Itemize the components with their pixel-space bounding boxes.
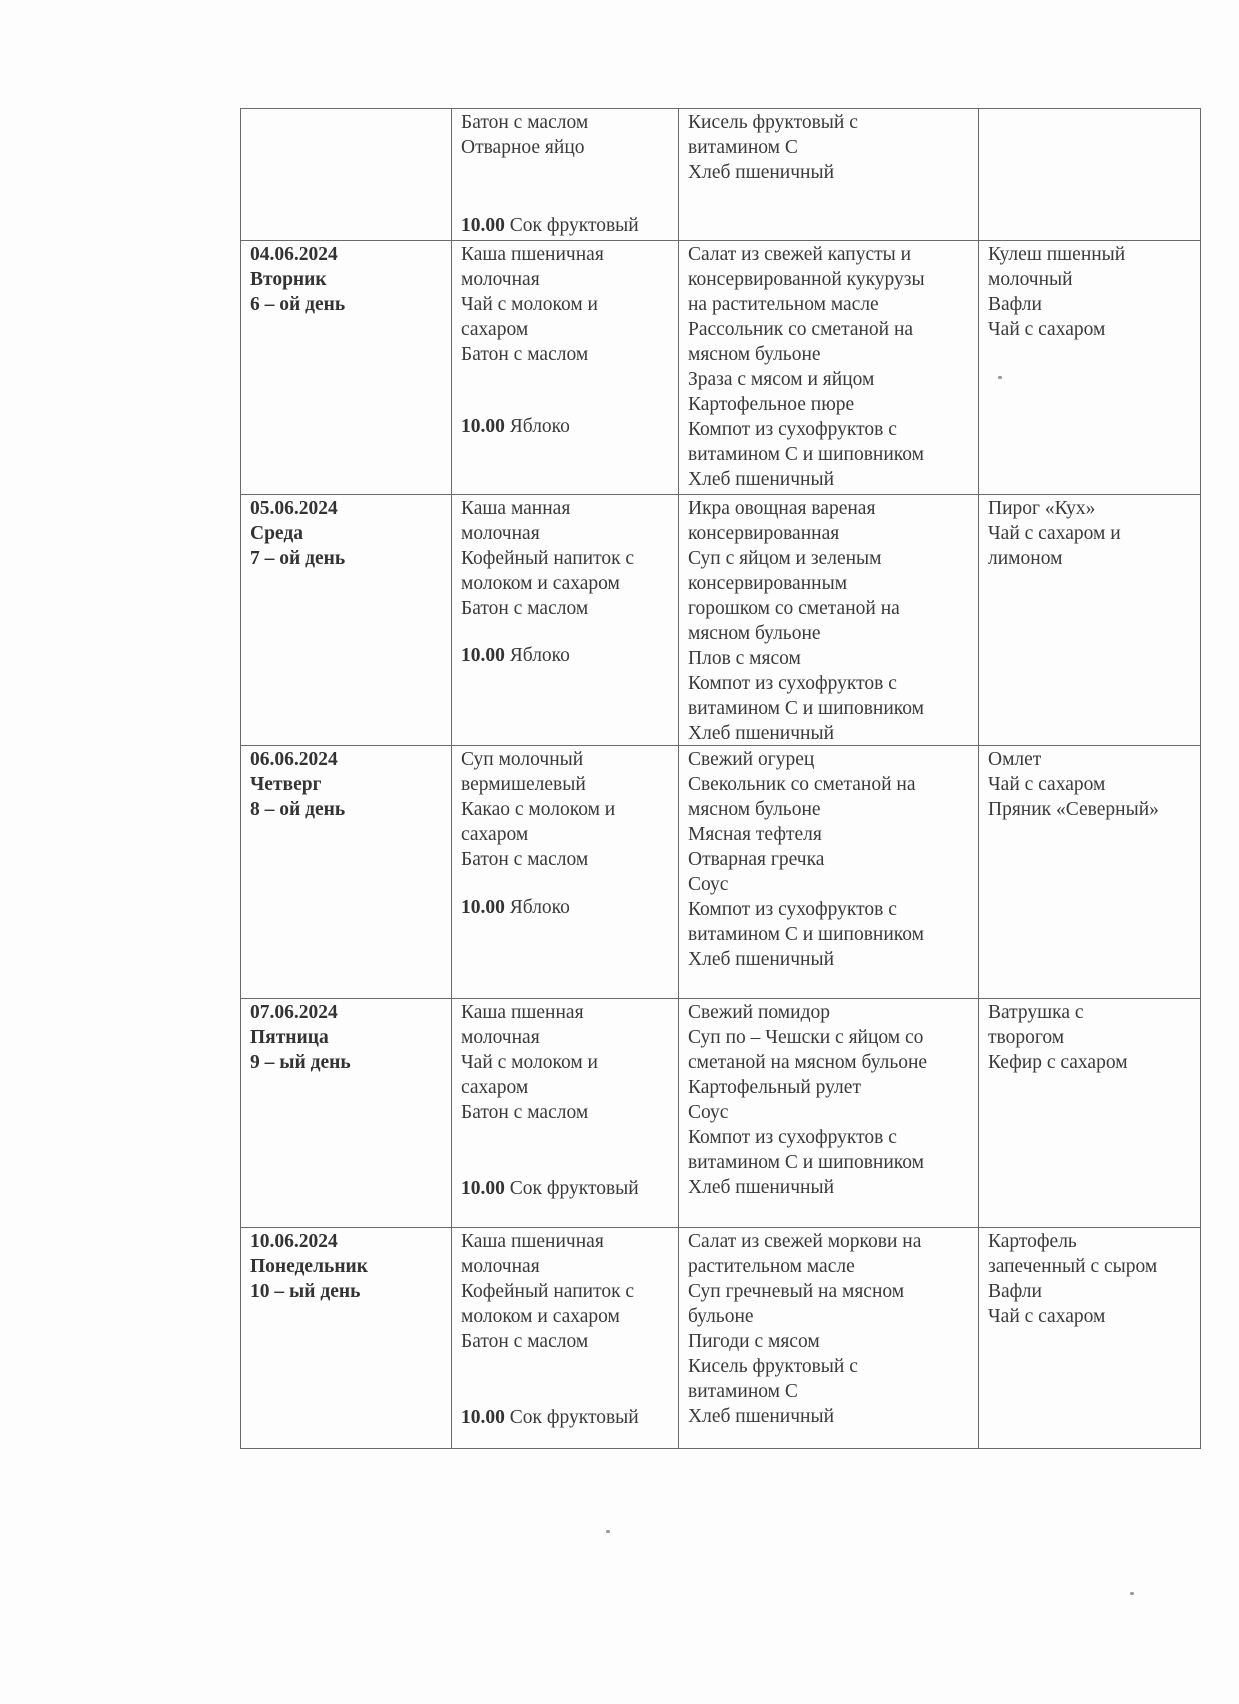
day-cell xyxy=(240,1227,451,1449)
breakfast-item: Батон с маслом xyxy=(461,1102,589,1123)
dinner-cell xyxy=(978,494,1201,745)
scan-speck xyxy=(1130,1592,1134,1595)
lunch-item: Суп гречневый на мясном xyxy=(688,1281,905,1302)
snack-name: Яблоко xyxy=(509,645,570,666)
breakfast-item: молоком и сахаром xyxy=(461,573,620,594)
lunch-item: консервированная xyxy=(688,523,840,544)
day-weekday: Вторник xyxy=(250,269,327,290)
day-weekday: Среда xyxy=(250,523,303,544)
dinner-item: Чай с сахаром xyxy=(988,1306,1106,1327)
lunch-item: Плов с мясом xyxy=(688,648,801,669)
dinner-cell xyxy=(978,1227,1201,1449)
day-date: 06.06.2024 xyxy=(250,749,338,770)
lunch-item: Компот из сухофруктов с xyxy=(688,673,897,694)
snack-item xyxy=(461,414,570,439)
lunch-item: Свекольник со сметаной на xyxy=(688,774,916,795)
lunch-item: Компот из сухофруктов с xyxy=(688,899,897,920)
lunch-item: Пигоди с мясом xyxy=(688,1331,820,1352)
dinner-item: молочный xyxy=(988,269,1073,290)
breakfast-item: молочная xyxy=(461,269,540,290)
lunch-cell xyxy=(678,108,978,240)
snack-item xyxy=(461,213,639,238)
dinner-item: Чай с сахаром xyxy=(988,774,1106,795)
lunch-item: витамином С и шиповником xyxy=(688,444,924,465)
lunch-cell xyxy=(678,1227,978,1449)
breakfast-cell xyxy=(451,745,678,998)
lunch-item: Картофельное пюре xyxy=(688,394,855,415)
breakfast-cell xyxy=(451,108,678,240)
lunch-item: Соус xyxy=(688,1102,729,1123)
day-date: 05.06.2024 xyxy=(250,498,338,519)
breakfast-item: Чай с молоком и xyxy=(461,1052,598,1073)
day-weekday: Четверг xyxy=(250,774,322,795)
lunch-item: горошком со сметаной на xyxy=(688,598,900,619)
lunch-item: Рассольник со сметаной на xyxy=(688,319,914,340)
lunch-item: Компот из сухофруктов с xyxy=(688,419,897,440)
snack-name: Яблоко xyxy=(509,416,570,437)
dinner-item: Омлет xyxy=(988,749,1042,770)
dinner-item: Картофель xyxy=(988,1231,1077,1252)
lunch-item: сметаной на мясном бульоне xyxy=(688,1052,928,1073)
day-date: 04.06.2024 xyxy=(250,244,338,265)
day-weekday: Понедельник xyxy=(250,1256,369,1277)
menu-table xyxy=(240,108,1201,1449)
day-number: 10 – ый день xyxy=(250,1281,361,1302)
lunch-item: витамином С xyxy=(688,1381,798,1402)
snack-item xyxy=(461,1176,639,1201)
dinner-item: Пирог «Кух» xyxy=(988,498,1096,519)
breakfast-cell xyxy=(451,1227,678,1449)
lunch-item: Салат из свежей капусты и xyxy=(688,244,912,265)
dinner-item: Вафли xyxy=(988,294,1042,315)
breakfast-item: Батон с маслом xyxy=(461,598,589,619)
day-cell xyxy=(240,108,451,240)
breakfast-item: Отварное яйцо xyxy=(461,137,585,158)
lunch-item: витамином С и шиповником xyxy=(688,1152,924,1173)
breakfast-item: Суп молочный xyxy=(461,749,584,770)
breakfast-item: Батон с маслом xyxy=(461,849,589,870)
lunch-item: Хлеб пшеничный xyxy=(688,949,835,970)
breakfast-item: Каша пшеничная xyxy=(461,1231,604,1252)
lunch-item: Кисель фруктовый с xyxy=(688,1356,858,1377)
lunch-item: консервированным xyxy=(688,573,848,594)
lunch-item: на растительном масле xyxy=(688,294,879,315)
lunch-item: витамином С и шиповником xyxy=(688,698,924,719)
dinner-item: Кулеш пшенный xyxy=(988,244,1126,265)
breakfast-cell xyxy=(451,494,678,745)
dinner-item: Чай с сахаром и xyxy=(988,523,1121,544)
breakfast-item: вермишелевый xyxy=(461,774,586,795)
lunch-item: Хлеб пшеничный xyxy=(688,162,835,183)
breakfast-item: Батон с маслом xyxy=(461,112,589,133)
lunch-cell xyxy=(678,240,978,494)
breakfast-item: молочная xyxy=(461,1027,540,1048)
dinner-item: Вафли xyxy=(988,1281,1042,1302)
dinner-item: запеченный с сыром xyxy=(988,1256,1158,1277)
breakfast-item: Каша пшенная xyxy=(461,1002,584,1023)
lunch-item: консервированной кукурузы xyxy=(688,269,925,290)
lunch-item: бульоне xyxy=(688,1306,754,1327)
lunch-cell xyxy=(678,998,978,1227)
dinner-item: лимоном xyxy=(988,548,1063,569)
snack-name: Сок фруктовый xyxy=(509,1407,639,1428)
breakfast-cell xyxy=(451,240,678,494)
dinner-item: творогом xyxy=(988,1027,1065,1048)
snack-item xyxy=(461,1405,639,1430)
lunch-item: Салат из свежей моркови на xyxy=(688,1231,922,1252)
day-cell xyxy=(240,745,451,998)
dinner-item: Пряник «Северный» xyxy=(988,799,1159,820)
lunch-item: Суп по – Чешски с яйцом со xyxy=(688,1027,924,1048)
breakfast-item: Чай с молоком и xyxy=(461,294,598,315)
dinner-item: Чай с сахаром xyxy=(988,319,1106,340)
dinner-cell xyxy=(978,108,1201,240)
lunch-item: Хлеб пшеничный xyxy=(688,469,835,490)
breakfast-item: Батон с маслом xyxy=(461,1331,589,1352)
lunch-item: Икра овощная вареная xyxy=(688,498,876,519)
dinner-cell xyxy=(978,998,1201,1227)
day-number: 6 – ой день xyxy=(250,294,346,315)
lunch-item: Зраза с мясом и яйцом xyxy=(688,369,875,390)
lunch-item: Кисель фруктовый с xyxy=(688,112,858,133)
breakfast-item: Каша манная xyxy=(461,498,571,519)
breakfast-item: Каша пшеничная xyxy=(461,244,604,265)
breakfast-item: сахаром xyxy=(461,319,529,340)
day-cell xyxy=(240,998,451,1227)
lunch-item: Мясная тефтеля xyxy=(688,824,822,845)
breakfast-item: молочная xyxy=(461,523,540,544)
dinner-item: Кефир с сахаром xyxy=(988,1052,1128,1073)
snack-time: 10.00 xyxy=(461,416,505,437)
lunch-cell xyxy=(678,494,978,745)
lunch-item: мясном бульоне xyxy=(688,344,821,365)
day-weekday: Пятница xyxy=(250,1027,329,1048)
breakfast-cell xyxy=(451,998,678,1227)
breakfast-item: сахаром xyxy=(461,1077,529,1098)
lunch-item: Отварная гречка xyxy=(688,849,825,870)
day-number: 8 – ой день xyxy=(250,799,346,820)
day-date: 10.06.2024 xyxy=(250,1231,338,1252)
breakfast-item: Какао с молоком и xyxy=(461,799,616,820)
snack-name: Сок фруктовый xyxy=(509,1178,639,1199)
lunch-item: Соус xyxy=(688,874,729,895)
day-cell xyxy=(240,240,451,494)
day-number: 9 – ый день xyxy=(250,1052,351,1073)
snack-time: 10.00 xyxy=(461,645,505,666)
lunch-item: Свежий помидор xyxy=(688,1002,830,1023)
lunch-item: мясном бульоне xyxy=(688,799,821,820)
day-date: 07.06.2024 xyxy=(250,1002,338,1023)
breakfast-item: сахаром xyxy=(461,824,529,845)
dinner-item: Ватрушка с xyxy=(988,1002,1084,1023)
scan-speck xyxy=(606,1530,610,1533)
lunch-item: Суп с яйцом и зеленым xyxy=(688,548,882,569)
day-cell xyxy=(240,494,451,745)
lunch-item: Хлеб пшеничный xyxy=(688,723,835,744)
snack-time: 10.00 xyxy=(461,215,505,236)
lunch-item: Компот из сухофруктов с xyxy=(688,1127,897,1148)
lunch-item: мясном бульоне xyxy=(688,623,821,644)
snack-item xyxy=(461,895,570,920)
snack-item xyxy=(461,643,570,668)
scan-speck xyxy=(998,376,1002,379)
snack-name: Сок фруктовый xyxy=(509,215,639,236)
breakfast-item: Кофейный напиток с xyxy=(461,1281,635,1302)
lunch-item: Картофельный рулет xyxy=(688,1077,861,1098)
breakfast-item: молочная xyxy=(461,1256,540,1277)
breakfast-item: Кофейный напиток с xyxy=(461,548,635,569)
day-number: 7 – ой день xyxy=(250,548,346,569)
dinner-cell xyxy=(978,745,1201,998)
lunch-item: витамином С xyxy=(688,137,798,158)
lunch-item: Хлеб пшеничный xyxy=(688,1177,835,1198)
breakfast-item: молоком и сахаром xyxy=(461,1306,620,1327)
snack-time: 10.00 xyxy=(461,897,505,918)
lunch-item: витамином С и шиповником xyxy=(688,924,924,945)
lunch-item: Хлеб пшеничный xyxy=(688,1406,835,1427)
snack-name: Яблоко xyxy=(509,897,570,918)
breakfast-item: Батон с маслом xyxy=(461,344,589,365)
snack-time: 10.00 xyxy=(461,1407,505,1428)
dinner-cell xyxy=(978,240,1201,494)
lunch-item: Свежий огурец xyxy=(688,749,815,770)
lunch-cell xyxy=(678,745,978,998)
lunch-item: растительном масле xyxy=(688,1256,855,1277)
snack-time: 10.00 xyxy=(461,1178,505,1199)
